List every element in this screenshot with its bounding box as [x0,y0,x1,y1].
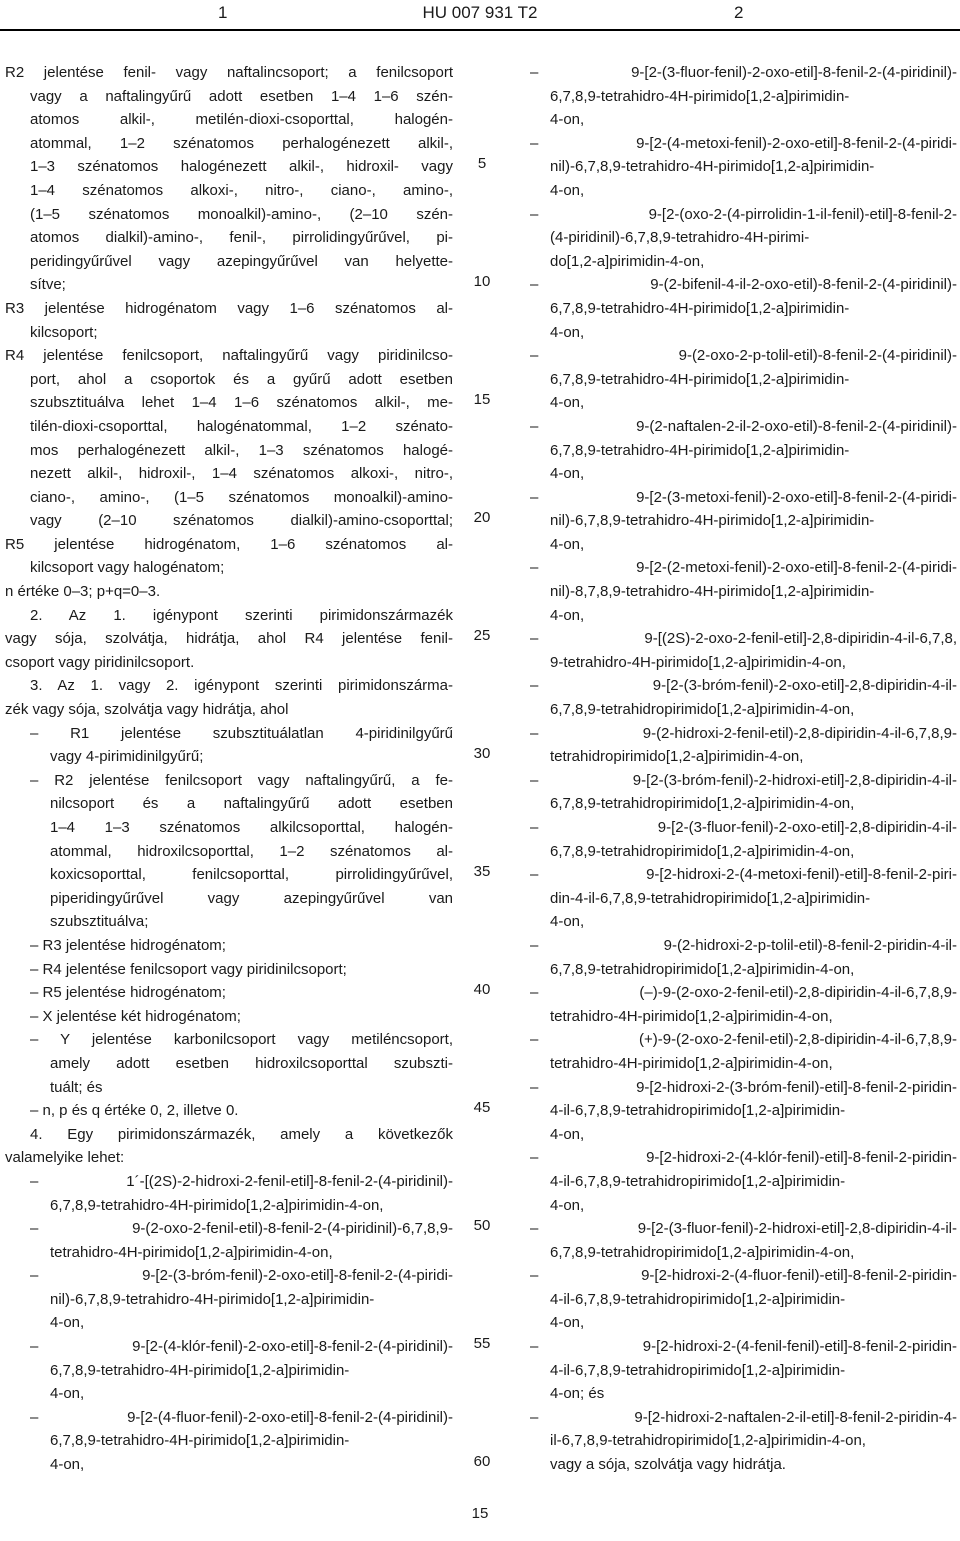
text-line: – Y jelentése karbonilcsoport vagy metiléncsoport, [30,1031,453,1049]
text-line: 4-on; és [550,1385,605,1403]
text-line: atomos alkil-, metilén-dioxi-csoporttal, halogén- [30,111,453,129]
text-line: nil)-8,7,8,9-tetrahidro-4H-pirimido[1,2-a]pirimidin- [550,583,875,601]
text-line: atommal, 1–2 szénatomos perhalogénezett alkil-, [30,134,453,152]
text-line: nezett alkil-, hidroxil-, 1–4 szénatomos alkoxi-, nitro-, [30,465,453,483]
text-line: – 9-(2-oxo-2-fenil-etil)-8-fenil-2-(4-piridinil)-6,7,8,9- [30,1220,453,1238]
text-line: – 9-[2-hidroxi-2-(4-fluor-fenil)-etil]-8-fenil-2-piridin- [530,1267,957,1285]
text-line: R5 jelentése hidrogénatom, 1–6 szénatomos al- [5,535,453,553]
left-page-number: 1 [218,3,228,22]
text-line: – 9-[2-(3-fluor-fenil)-2-oxo-etil]-2,8-dipiridin-4-il- [530,819,957,836]
text-line: – 9-(2-hidroxi-2-fenil-etil)-2,8-dipiridin-4-il-6,7,8,9- [530,724,957,742]
text-line: zék vagy sója, szolvátja vagy hidrátja, ahol [5,701,289,719]
text-line: – 9-[2-(3-bróm-fenil)-2-hidroxi-etil]-2,8-dipiridin-4-il- [530,771,957,789]
text-line: – 9-[2-hidroxi-2-naftalen-2-il-etil]-8-fenil-2-piridin-4- [530,1408,957,1426]
text-line: – X jelentése két hidrogénatom; [30,1007,241,1025]
text-line: 1–3 szénatomos halogénezett alkil-, hidroxil- vagy [30,158,453,176]
text-line: szubsztituálva lehet 1–4 1–6 szénatomos alkil-, me- [30,394,453,412]
text-line: 6,7,8,9-tetrahidro-4H-pirimido[1,2-a]pirimidin- [50,1361,350,1379]
text-line: 4-on, [550,913,585,931]
text-line: 4-il-6,7,8,9-tetrahidropirimido[1,2-a]pirimidin- [550,1290,846,1308]
text-line: – 9-(2-bifenil-4-il-2-oxo-etil)-8-fenil-2-(4-piridinil)- [530,276,957,294]
text-line: csoport vagy piridinilcsoport. [5,653,195,671]
text-line: amely adott esetben hidroxilcsoporttal szubszti- [50,1054,453,1072]
text-line: kilcsoport; [30,323,98,341]
text-line: vagy 4-pirimidinilgyűrű; [50,748,204,766]
text-line: – 9-[2-(4-klór-fenil)-2-oxo-etil]-8-fenil-2-(4-piridinil)- [30,1338,453,1356]
text-line: tetrahidro-4H-pirimido[1,2-a]pirimidin-4-on, [50,1243,333,1261]
text-line: 4-on, [50,1314,85,1332]
text-line: – 9-[2-hidroxi-2-(4-fenil-fenil)-etil]-8-fenil-2-piridin- [530,1338,957,1356]
text-line: R3 jelentése hidrogénatom vagy 1–6 szénatomos al- [5,299,453,317]
line-number: 50 [473,1217,491,1235]
text-line: 6,7,8,9-tetrahidropirimido[1,2-a]pirimidin-4-on, [550,795,855,813]
text-line: 6,7,8,9-tetrahidro-4H-pirimido[1,2-a]pirimidin- [550,370,850,388]
text-line: vagy a sója, szolvátja vagy hidrátja. [550,1456,786,1474]
text-line: 4-on, [550,323,585,341]
text-line: tetrahidro-4H-pirimido[1,2-a]pirimidin-4-on, [550,1054,833,1072]
text-line: piperidingyűrűvel vagy azepingyűrűvel van [50,889,453,907]
text-line: tilén-dioxi-csoporttal, halogénatommal, 1–2 szénato- [30,417,453,435]
text-line: nil)-6,7,8,9-tetrahidro-4H-pirimido[1,2-a]pirimidin- [50,1290,375,1308]
text-line: R4 jelentése fenilcsoport, naftalingyűrű vagy piridinilcso- [5,347,453,365]
text-line: n értéke 0–3; p+q=0–3. [5,583,161,601]
text-line: 6,7,8,9-tetrahidropirimido[1,2-a]pirimidin-4-on, [550,842,855,860]
text-line: (4-piridinil)-6,7,8,9-tetrahidro-4H-pirimi- [550,229,810,247]
text-line: 1–4 szénatomos alkoxi-, nitro-, ciano-, amino-, [30,181,453,199]
page-number: 15 [471,1505,489,1522]
line-number: 35 [473,863,491,881]
text-line: 6,7,8,9-tetrahidropirimido[1,2-a]pirimidin-4-on, [550,1243,855,1261]
text-line: sítve; [30,276,66,294]
text-line: 6,7,8,9-tetrahidro-4H-pirimido[1,2-a]pirimidin- [550,87,850,105]
text-line: tetrahidropirimido[1,2-a]pirimidin-4-on, [550,748,804,766]
line-number: 25 [473,627,491,645]
text-line: 9-tetrahidro-4H-pirimido[1,2-a]pirimidin-4-on, [550,653,846,671]
text-line: – 9-[2-(3-metoxi-fenil)-2-oxo-etil]-8-fenil-2-(4-piridi- [530,488,957,506]
text-line: mos perhalogénezett alkil-, 1–3 szénatomos halogé- [30,441,453,459]
text-line: vagy (2–10 szénatomos dialkil)-amino-csoporttal; [30,512,453,530]
text-line: – 9-[2-(2-metoxi-fenil)-2-oxo-etil]-8-fenil-2-(4-piridi- [530,559,957,577]
text-line: – 9-[2-(4-metoxi-fenil)-2-oxo-etil]-8-fenil-2-(4-piridi- [530,134,957,152]
line-number: 15 [473,391,491,409]
line-number: 45 [473,1099,491,1117]
text-line: – 9-[2-(3-bróm-fenil)-2-oxo-etil]-2,8-dipiridin-4-il- [530,677,957,695]
text-line: – 9-[2-hidroxi-2-(3-bróm-fenil)-etil]-8-fenil-2-piridin- [530,1078,957,1096]
text-line: – 9-[2-hidroxi-2-(4-metoxi-fenil)-etil]-8-fenil-2-piri- [530,866,957,884]
text-line: 4. Egy pirimidonszármazék, amely a következők [30,1125,453,1143]
line-number: 60 [473,1453,491,1471]
text-line: 2. Az 1. igénypont szerinti pirimidonszármazék [30,606,453,624]
text-line: – R5 jelentése hidrogénatom; [30,984,226,1002]
line-number: 55 [473,1335,491,1353]
text-line: kilcsoport vagy halogénatom; [30,559,225,577]
text-line: szubsztituálva; [50,913,149,931]
text-line: atomos dialkil)-amino-, fenil-, pirrolidingyűrűvel, pi- [30,229,453,247]
text-line: 6,7,8,9-tetrahidro-4H-pirimido[1,2-a]pirimidin-4-on, [50,1196,384,1214]
text-line: nil)-6,7,8,9-tetrahidro-4H-pirimido[1,2-a]pirimidin- [550,512,875,530]
text-line: valamelyike lehet: [5,1149,125,1167]
text-line: 4-on, [550,1314,585,1332]
text-line: 4-on, [550,465,585,483]
text-line: 4-on, [550,1125,585,1143]
text-line: vagy a naftalingyűrű adott esetben 1–4 1–6 szén- [30,87,453,105]
text-line: 4-il-6,7,8,9-tetrahidropirimido[1,2-a]pirimidin- [550,1172,846,1190]
text-line: 6,7,8,9-tetrahidro-4H-pirimido[1,2-a]pirimidin- [550,299,850,317]
text-line: – 9-(2-hidroxi-2-p-tolil-etil)-8-fenil-2-piridin-4-il- [530,936,957,954]
text-line: 4-on, [550,606,585,624]
line-number: 5 [477,155,487,173]
text-line: 6,7,8,9-tetrahidropirimido[1,2-a]pirimidin-4-on, [550,960,855,978]
text-line: nil)-6,7,8,9-tetrahidro-4H-pirimido[1,2-a]pirimidin- [550,158,875,176]
text-line: – 9-[2-(oxo-2-(4-pirrolidin-1-il-fenil)-etil]-8-fenil-2- [530,205,957,223]
left-column [5,61,453,1477]
text-line: 1–4 1–3 szénatomos alkilcsoporttal, halogén- [50,819,453,836]
document-title: HU 007 931 T2 [422,3,538,22]
line-number: 10 [473,273,491,291]
text-line: 3. Az 1. vagy 2. igénypont szerinti pirimidonszárma- [30,677,453,695]
text-line: – R2 jelentése fenilcsoport vagy naftalingyűrű, a fe- [30,771,453,789]
text-line: peridingyűrűvel vagy azepingyűrűvel van helyette- [30,252,453,270]
text-line: 4-on, [550,394,585,412]
text-line: (1–5 szénatomos monoalkil)-amino-, (2–10 szén- [30,205,453,223]
text-line: – n, p és q értéke 0, 2, illetve 0. [30,1102,239,1120]
text-line: il-6,7,8,9-tetrahidropirimido[1,2-a]pirimidin-4-on, [550,1432,866,1450]
text-line: – 9-[2-(3-bróm-fenil)-2-oxo-etil]-8-fenil-2-(4-piridi- [30,1267,453,1285]
right-column [530,61,957,1477]
text-line: – (–)-9-(2-oxo-2-fenil-etil)-2,8-dipiridin-4-il-6,7,8,9- [530,984,957,1002]
text-line: – 9-[2-hidroxi-2-(4-klór-fenil)-etil]-8-fenil-2-piridin- [530,1149,957,1167]
line-number: 30 [473,745,491,763]
text-line: 4-on, [50,1456,85,1474]
text-line: 6,7,8,9-tetrahidro-4H-pirimido[1,2-a]pirimidin- [550,441,850,459]
text-line: – (+)-9-(2-oxo-2-fenil-etil)-2,8-dipiridin-4-il-6,7,8,9- [530,1031,957,1049]
text-line: – 9-(2-naftalen-2-il-2-oxo-etil)-8-fenil-2-(4-piridinil)- [530,417,957,435]
right-page-number: 2 [734,3,744,22]
text-line: – 9-(2-oxo-2-p-tolil-etil)-8-fenil-2-(4-piridinil)- [530,347,957,365]
header-rule [0,29,960,31]
line-number: 40 [473,981,491,999]
text-line: atommal, hidroxilcsoporttal, 1–2 szénatomos al- [50,842,453,860]
text-line: tuált; és [50,1078,103,1096]
text-line: 4-on, [550,111,585,129]
text-line: port, ahol a csoportok és a gyűrű adott esetben [30,370,453,388]
text-line: 4-il-6,7,8,9-tetrahidropirimido[1,2-a]pirimidin- [550,1361,846,1379]
text-line: vagy sója, szolvátja, hidrátja, ahol R4 jelentése fenil- [5,630,453,648]
text-line: – 9-[2-(4-fluor-fenil)-2-oxo-etil]-8-fenil-2-(4-piridinil)- [30,1408,453,1426]
text-line: 4-on, [550,181,585,199]
text-line: ciano-, amino-, (1–5 szénatomos monoalkil)-amino- [30,488,453,506]
line-number: 20 [473,509,491,527]
text-line: 4-on, [550,1196,585,1214]
text-line: 4-on, [550,535,585,553]
text-line: koxicsoporttal, fenilcsoporttal, pirrolidingyűrűvel, [50,866,453,884]
text-line: – R3 jelentése hidrogénatom; [30,936,226,954]
text-line: 6,7,8,9-tetrahidro-4H-pirimido[1,2-a]pirimidin- [50,1432,350,1450]
text-line: 4-on, [50,1385,85,1403]
text-line: – R1 jelentése szubsztituálatlan 4-piridinilgyűrű [30,724,453,742]
text-line: 4-il-6,7,8,9-tetrahidropirimido[1,2-a]pirimidin- [550,1102,846,1120]
text-line: – R4 jelentése fenilcsoport vagy piridinilcsoport; [30,960,347,978]
text-line: – 9-[2-(3-fluor-fenil)-2-oxo-etil]-8-fenil-2-(4-piridinil)- [530,64,957,81]
text-line: tetrahidro-4H-pirimido[1,2-a]pirimidin-4-on, [550,1007,833,1025]
text-line: – 1´-[(2S)-2-hidroxi-2-fenil-etil]-8-fenil-2-(4-piridinil)- [30,1172,453,1190]
text-line: – 9-[(2S)-2-oxo-2-fenil-etil]-2,8-dipiridin-4-il-6,7,8, [530,630,957,648]
text-line: 6,7,8,9-tetrahidropirimido[1,2-a]pirimidin-4-on, [550,701,855,719]
text-line: R2 jelentése fenil- vagy naftalincsoport; a fenilcsoport [5,64,453,81]
text-line: nilcsoport és a naftalingyűrű adott esetben [50,795,453,813]
text-line: din-4-il-6,7,8,9-tetrahidropirimido[1,2-a]pirimidin- [550,889,871,907]
text-line: – 9-[2-(3-fluor-fenil)-2-hidroxi-etil]-2,8-dipiridin-4-il- [530,1220,957,1238]
text-line: do[1,2-a]pirimidin-4-on, [550,252,705,270]
